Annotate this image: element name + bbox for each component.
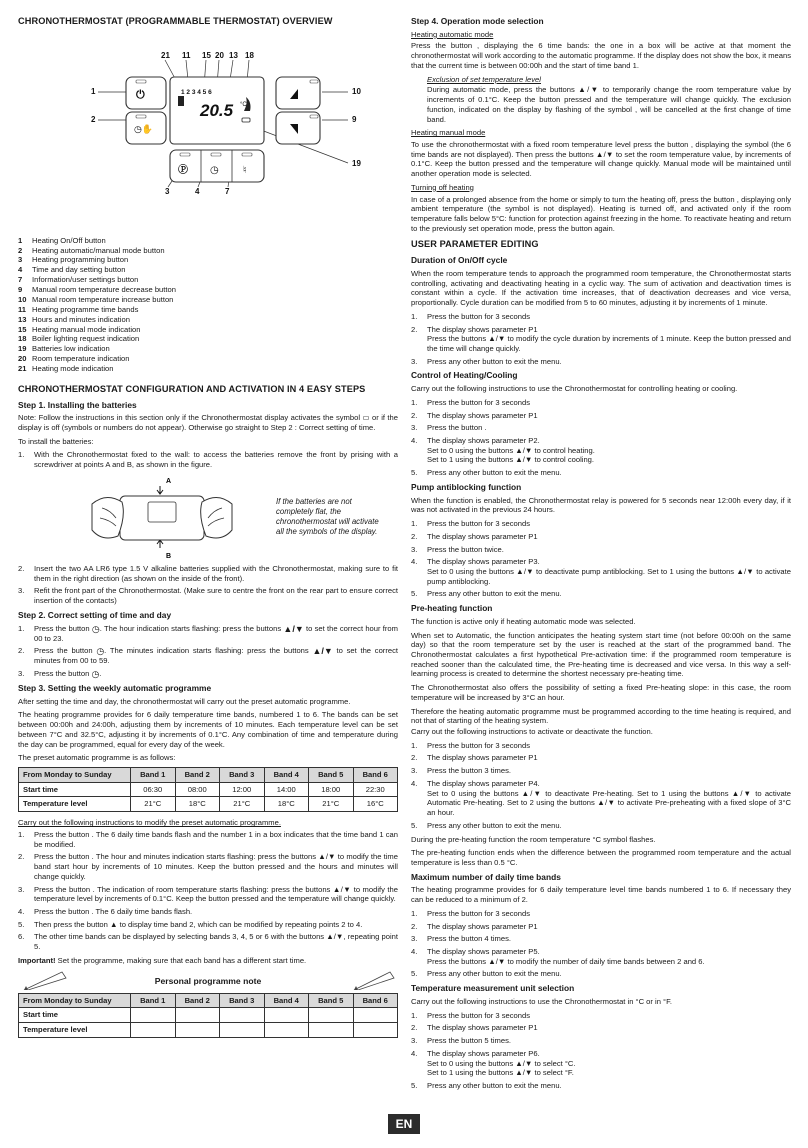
step3-para2: The heating programme provides for 6 daily temperature time bands, numbered 1 to 6. The bands can be set between 00:00h and 24:00h, adjusting them by increments of 10 minutes. Each temperature level can be set between 7°C and 32.5°C, adjusting it by increments of 0.1°C. Any combination of time and temperature during the day can be programmed, equal for every day of the week. [18,710,398,749]
heating-mode-icon [178,96,184,106]
list-item: 2. The display shows parameter P1 [411,1023,538,1033]
program-icon: Ⓟ [178,164,188,176]
important-note: Important! Set the programme, making sure that each band has a different start time. [18,955,307,965]
legend-item: 19 Batteries low indication [18,344,110,354]
list-item: 2. Press the button ◷. The minutes indication starts flashing: press the buttons ▲/▼ to set the correct minutes from 00 to 59. [18,646,398,666]
table-row: Temperature level 21°C 18°C 21°C 18°C 21°C 16°C [19,797,398,812]
preheat-text-4: Therefore the heating automatic programme must be programmed according to the time heating is required, and not that of starting of the heating system. [411,706,791,726]
legend-item: 10 Manual room temperature increase button [18,294,174,304]
list-item: 1. Press the button for 3 seconds [411,397,530,407]
callout-4: 4 [195,186,200,196]
callout-1: 1 [91,86,96,96]
preheat-list [411,741,791,831]
clock-icon: ◷ [210,164,219,176]
cycle-text: When the room temperature tends to approach the programmed room temperature, the Chronothermostat starts controlling, activating and deactivating heating in a cyclic way. The sum of activation and deactivation times is constant within a cycle. If the activation time increases, that of deactivation decreases and vice versa, proportionally. Cycle duration can be modified from 5 to 60 minutes, adjusting it by increments of 1 minute. [411,268,791,308]
legend-item: 20 Room temperature indication [18,354,130,364]
list-item: 4. The display shows parameter P6. Set to 0 using the buttons ▲/▼ to select °C. Set to 1 using the buttons ▲/▼ to select °F. [411,1048,576,1078]
list-item: 4. The display shows parameter P5. Press the buttons ▲/▼ to modify the number of daily time bands between 2 and 6. [411,947,705,966]
unit-title: Temperature measurement unit selection [411,983,575,994]
list-item: 5. Press any other button to exit the menu. [411,820,562,830]
control-list [411,398,791,478]
display-unit: °C [240,101,247,108]
display-temperature: 20.5 [200,100,234,120]
table-row: Temperature level [19,1022,398,1037]
list-item: 5. Then press the button ▲ to display time band 2, which can be modified by repeating points 2 to 4. [18,919,363,929]
preheat-text-5: Carry out the following instructions to activate or deactivate the function. [411,727,653,737]
legend-item: 9 Manual room temperature decrease button [18,285,176,295]
preheat-text-2: When set to Automatic, the function anticipates the heating system start time (not before 00:00h on the same day) so that the room temperature set by the user is reached at the start of the programmed band. The Chronothermostat calculates a first hypothetical Pre-activation time: if the programmed room temperature is reached sooner than the calculated time, the Pre-heating time is decreased and vice versa. In this way a self-learning process is created to determine the shortest necessary pre-heating time. [411,630,791,679]
step1-list [18,450,398,469]
left-column [18,16,398,1044]
callout-10: 10 [352,86,361,96]
pump-title: Pump antiblocking function [411,481,522,492]
list-item: 1. Press the button for 3 seconds [411,311,530,321]
list-item: 1. Press the button ◷. The hour indication starts flashing: press the buttons ▲/▼ to set the correct hour from 00 to 23. [18,623,398,643]
legend-item: 2 Heating automatic/manual mode button [18,245,165,255]
list-item: 3. Press the button 3 times. [411,766,511,776]
step2-title: Step 2. Correct setting of time and day [18,609,172,620]
step2-list [18,624,398,679]
config-title: CHRONOTHERMOSTAT CONFIGURATION AND ACTIVATION IN 4 EASY STEPS [18,383,366,394]
time-bands: 1 2 3 4 5 6 [181,88,212,96]
legend-item: 1 Heating On/Off button [18,235,106,245]
battery-side-note: If the batteries are not completely flat, the chronothermostat will activate all the symbols of the display. [276,496,379,537]
cycle-list [411,312,791,367]
legend-list [18,236,398,374]
list-item: 2. The display shows parameter P1 [411,531,538,541]
callout-11: 11 [182,50,191,60]
clock-hand-icon: ◷✋ [134,123,154,134]
exclusion-text: During automatic mode, press the buttons ▲/▼ to temporarily change the room temperature value by increments of 0.1°C. Keep the button pressed and the temperature will change quickly. The exclusion function, indicated on the display by flashing of the symbol , will be cancelled at the first change of time band. [427,85,791,124]
clock-icon: ◷ [96,646,105,657]
power-icon: ⏻ [136,88,145,101]
list-item: 5. Press any other button to exit the menu. [411,589,562,599]
list-item: 3. Press the button . [411,423,487,433]
table-row: Start time [19,1008,398,1023]
preheat-text-1: The function is active only if heating automatic mode was selected. [411,616,636,626]
list-item: 3. Press the button 5 times. [411,1036,511,1046]
list-item: 1. Press the button for 3 seconds [411,908,530,918]
step1-title: Step 1. Installing the batteries [18,399,137,410]
personal-note-title: Personal programme note [154,975,262,986]
list-item: 1. Press the button for 3 seconds [411,519,530,529]
list-item: 3. Press any other button to exit the menu. [411,356,562,366]
legend-item: 21 Heating mode indication [18,363,114,373]
legend-item: 18 Boiler lighting request indication [18,334,140,344]
max-bands-text: The heating programme provides for 6 daily temperature level time bands numbered 1 to 6. If necessary they can be reduced to a minimum of 2. [411,885,791,905]
list-item: 1. Press the button for 3 seconds [411,740,530,750]
list-item: 5. Press any other button to exit the menu. [411,969,562,979]
list-item: 3. Refit the front part of the Chronothermostat. (Make sure to centre the front on the rear part to ensure correct insertion of the contacts) [18,586,398,606]
legend-item: 7 Information/user settings button [18,275,139,285]
callout-13: 13 [229,50,238,60]
up-down-arrows-icon: ▲/▼ [283,623,304,634]
list-item: 1. Press the button . The 6 daily time bands flash and the number 1 in a box indicates that the time band 1 can be modified. [18,829,398,849]
exclusion-title: Exclusion of set temperature level [427,74,541,84]
list-item: 4. Press the button . The 6 daily time bands flash. [18,906,193,916]
exclusion-block [427,75,791,125]
clock-icon: ◷ [91,623,100,634]
svg-text:B: B [166,552,172,560]
list-item: 3. Press the button ◷. [18,668,102,679]
list-item: 3. Press the button . The indication of room temperature starts flashing: press the buttons ▲/▼ to modify the temperature level by increments of 0.1°C. Keep the button pressed and the temperature will change quickly. [18,884,398,904]
preheat-title: Pre-heating function [411,603,493,614]
step3-para3: The preset automatic programme is as follows: [18,753,176,763]
legend-item: 13 Hours and minutes indication [18,314,130,324]
list-item: 2. The display shows parameter P1 [411,921,538,931]
max-bands-title: Maximum number of daily time bands [411,871,561,882]
up-down-arrows-icon: ▲/▼ [312,646,333,657]
clock-icon: ◷ [91,668,100,679]
list-item: 6. The other time bands can be displayed by selecting bands 3, 4, 5 or 6 with the buttons ▲/▼, repeating point 5. [18,932,398,952]
language-badge: EN [388,1114,420,1134]
list-item: 2. The display shows parameter P1 Press the buttons ▲/▼ to modify the cycle duration by increments of 1 minute. Keep the button pressed and the time will change quickly. [411,324,791,353]
list-item: 2. Insert the two AA LR6 type 1.5 V alkaline batteries supplied with the Chronothermostat, making sure to fit them in the right direction (as shown on the inside of the front). [18,563,398,583]
list-item: 1. With the Chronothermostat fixed to the wall: to access the batteries remove the front by prising with a screwdriver at points A and B, as shown in the figure. [18,450,398,470]
max-bands-list [411,909,791,979]
preheat-text-7: The pre-heating function ends when the difference between the programmed room temperature and the actual temperature is less than 0.5 °C. [411,848,791,867]
list-item: 2. Press the button . The hour and minutes indication starts flashing: press the buttons ▲/▼ to modify the time band start hour by increments of 10 minutes. Keep the button pressed and the hours and minutes will change quickly. [18,852,398,881]
battery-removal-figure [88,474,258,560]
callout-15: 15 [202,50,211,60]
step3-title: Step 3. Setting the weekly automatic programme [18,682,212,693]
list-item: 4. The display shows parameter P2. Set to 0 using the buttons ▲/▼ to control heating. Set to 1 using the buttons ▲/▼ to control cooling. [411,436,595,465]
modify-list [18,830,398,952]
thermostat-diagram [18,32,398,232]
step1-list-continued [18,564,398,606]
modify-title: Carry out the following instructions to modify the preset automatic programme. [18,818,281,828]
preset-programme-table [18,767,398,812]
list-item: 5. Press any other button to exit the menu. [411,468,562,478]
callout-21: 21 [161,50,170,60]
legend-item: 15 Heating manual mode indication [18,324,141,334]
list-item: 2. The display shows parameter P1 [411,753,538,763]
cycle-title: Duration of On/Off cycle [411,255,508,266]
control-text: Carry out the following instructions to use the Chronothermostat for controlling heating or cooling. [411,384,738,394]
callout-3: 3 [165,186,170,196]
pump-list [411,519,791,599]
list-item: 2. The display shows parameter P1 [411,410,538,420]
auto-mode-text: Press the button , displaying the 6 time bands: the one in a box will be active at that moment the chronothermostat will work according to the automatic programme. If the display does not show the box, it means that the current time is between 00:00h and the start of time band 1. [411,41,791,70]
user-params-title: USER PARAMETER EDITING [411,239,539,250]
control-title: Control of Heating/Cooling [411,370,518,381]
info-icon: ♮ [243,164,247,176]
legend-item: 11 Heating programme time bands [18,304,139,314]
battery-figure-row [18,474,398,560]
callout-20: 20 [215,50,224,60]
list-item: 1. Press the button for 3 seconds [411,1010,530,1020]
legend-item: 4 Time and day setting button [18,265,126,275]
preheat-text-6: During the pre-heating function the room temperature °C symbol flashes. [411,834,656,844]
list-item: 3. Press the button 4 times. [411,934,511,944]
callout-9: 9 [352,114,357,124]
step1-intro: To install the batteries: [18,436,94,446]
svg-text:A: A [166,477,172,485]
callout-19: 19 [352,158,361,168]
manual-mode-title: Heating manual mode [411,128,486,138]
thermostat-drawing [18,32,398,232]
list-item: 5. Press any other button to exit the menu. [411,1080,562,1090]
personal-programme-table [18,993,398,1038]
list-item: 3. Press the button twice. [411,544,504,554]
unit-list [411,1011,791,1091]
manual-mode-text: To use the chronothermostat with a fixed room temperature level press the button , displaying the symbol (the 6 time bands are not displayed). Then press the buttons ▲/▼ to set the room temperature value, by increments of 0.1°C. Keep the button pressed and the temperature will change quickly. Manual mode will be maintained until another operation mode is selected. [411,139,791,179]
table-row: Start time 06:30 08:00 12:00 14:00 18:00 22:30 [19,782,398,797]
battery-icon [242,118,250,122]
step1-note: Note: Follow the instructions in this section only if the Chronothermostat display activates the symbol ▭ or if the display is off (symbols or numbers do not appear). Otherwise go straight to Step 2 : Correct setting of time. [18,413,398,433]
list-item: 4. The display shows parameter P3. Set to 0 using the buttons ▲/▼ to deactivate pump antiblocking. Set to 1 using the buttons ▲/▼ to activate pump antiblocking. [411,557,791,586]
legend-item: 3 Heating programming button [18,255,129,265]
callout-2: 2 [91,114,96,124]
callout-18: 18 [245,50,254,60]
turning-off-title: Turning off heating [411,182,474,192]
personal-note-header [18,970,398,990]
overview-title: CHRONOTHERMOSTAT (PROGRAMMABLE THERMOSTAT) OVERVIEW [18,16,333,26]
step3-para1: After setting the time and day, the chronothermostat will carry out the preset automatic programme. [18,696,351,706]
pump-text: When the function is enabled, the Chronothermostat relay is powered for 5 seconds near 12:00h every day, if it was not activated in the previous 24 hours. [411,495,791,515]
right-column [411,16,791,1095]
preheat-text-3: The Chronothermostat also offers the possibility of setting a fixed Pre-heating slope: in this case, the room temperature will be increased by 3°C an hour. [411,683,791,702]
unit-text: Carry out the following instructions to use the Chronothermostat in °C or in °F. [411,996,673,1006]
step4-title: Step 4. Operation mode selection [411,16,544,26]
table-header-row: From Monday to Sunday Band 1 Band 2 Band 3 Band 4 Band 5 Band 6 [19,768,398,783]
turning-off-text: In case of a prolonged absence from the home or simply to turn the heating off, press the button , displaying only ambient temperature (the symbol is not displayed). Heating is turned off, and activated only if the room temperature falls below 5°C: function for protection against freezing in the home. To reactivate heating and return to the previously set operation mode, press the button again. [411,194,791,233]
auto-mode-title: Heating automatic mode [411,29,494,39]
callout-7: 7 [225,186,230,196]
list-item: 4. The display shows parameter P4. Set to 0 using the buttons ▲/▼ to deactivate Pre-heating. Set to 1 using the buttons ▲/▼ to activate Automatic Pre-heating. Set to 2 using the buttons ▲/▼ to activate Pre-preheating with a fixed slope of 3°C an hour. [411,778,791,818]
table-header-row: From Monday to Sunday Band 1 Band 2 Band 3 Band 4 Band 5 Band 6 [19,993,398,1008]
